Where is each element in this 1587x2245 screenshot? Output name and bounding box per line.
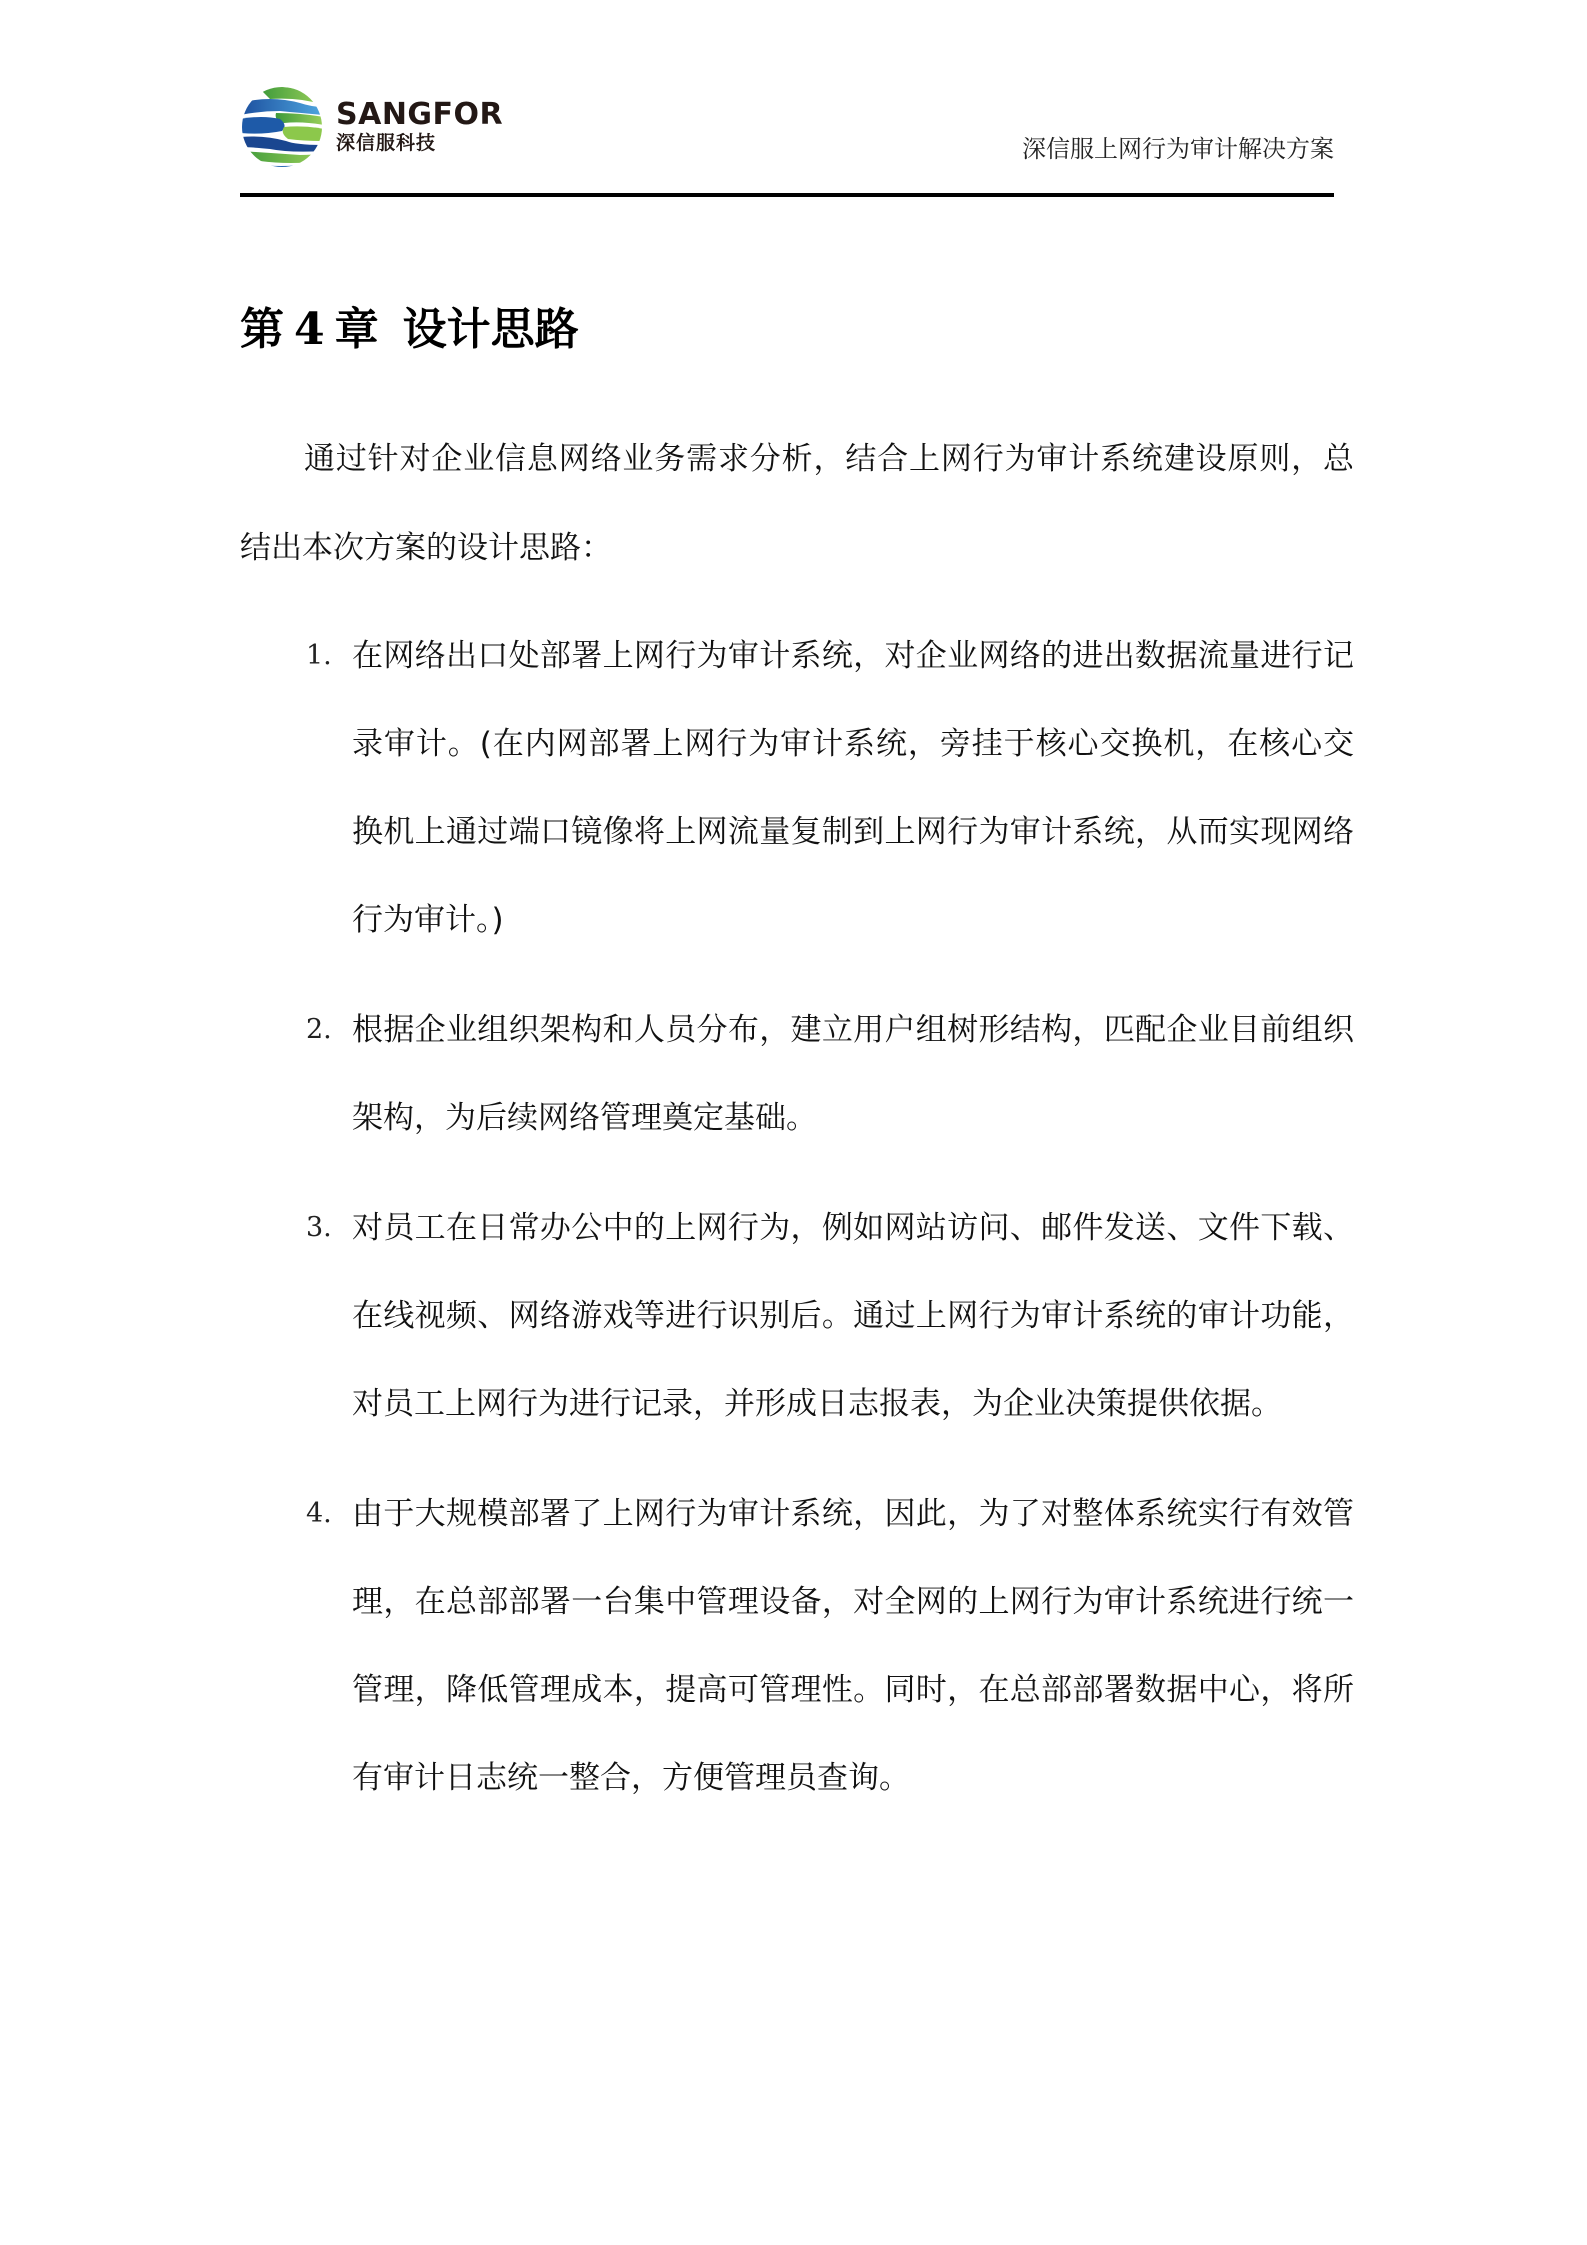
- list-marker: 1.: [306, 640, 332, 671]
- chapter-title-text: 设计思路: [402, 304, 579, 355]
- intro-paragraph: 通过针对企业信息网络业务需求分析，结合上网行为审计系统建设原则，总结出本次方案的设计思路：: [240, 441, 1354, 566]
- list-marker: 4.: [306, 1498, 332, 1529]
- list-item: [240, 986, 1354, 1162]
- list-item: [240, 1184, 1354, 1448]
- globe-logo-icon: [240, 85, 324, 169]
- list-item: [240, 612, 1354, 964]
- chapter-suffix: 章: [334, 304, 379, 355]
- list-item-text: 在网络出口处部署上网行为审计系统，对企业网络的进出数据流量进行记录审计。(在内网部署上网行为审计系统，旁挂于核心交换机，在核心交换机上通过端口镜像将上网流量复制到上网行为审计系统，从而实现网络行为审计。): [352, 638, 1354, 938]
- page-header: [240, 82, 1334, 197]
- list-item-text: 根据企业组织架构和人员分布，建立用户组树形结构，匹配企业目前组织架构，为后续网络管理奠定基础。: [352, 1012, 1354, 1136]
- list-item-text: 对员工在日常办公中的上网行为，例如网站访问、邮件发送、文件下载、在线视频、网络游戏等进行识别后。通过上网行为审计系统的审计功能，对员工上网行为进行记录，并形成日志报表，为企业决策提供依据。: [352, 1210, 1354, 1422]
- list-marker: 3.: [306, 1212, 332, 1243]
- design-points-list: [240, 612, 1354, 1844]
- header-divider: [240, 193, 1334, 197]
- list-marker: 2.: [306, 1014, 332, 1045]
- logo-brand-text: SANGFOR: [336, 97, 504, 132]
- document-title: 深信服上网行为审计解决方案: [1022, 135, 1334, 163]
- chapter-number: 4: [294, 304, 325, 355]
- list-item: [240, 1470, 1354, 1822]
- list-item-text: 由于大规模部署了上网行为审计系统，因此，为了对整体系统实行有效管理，在总部部署一台集中管理设备，对全网的上网行为审计系统进行统一管理，降低管理成本，提高可管理性。同时，在总部部署数据中心，将所有审计日志统一整合，方便管理员查询。: [352, 1496, 1354, 1796]
- logo-chinese-text: 深信服科技: [336, 132, 437, 154]
- chapter-prefix: 第: [240, 304, 284, 355]
- chapter-heading: [240, 302, 579, 358]
- sangfor-logo: [240, 82, 503, 172]
